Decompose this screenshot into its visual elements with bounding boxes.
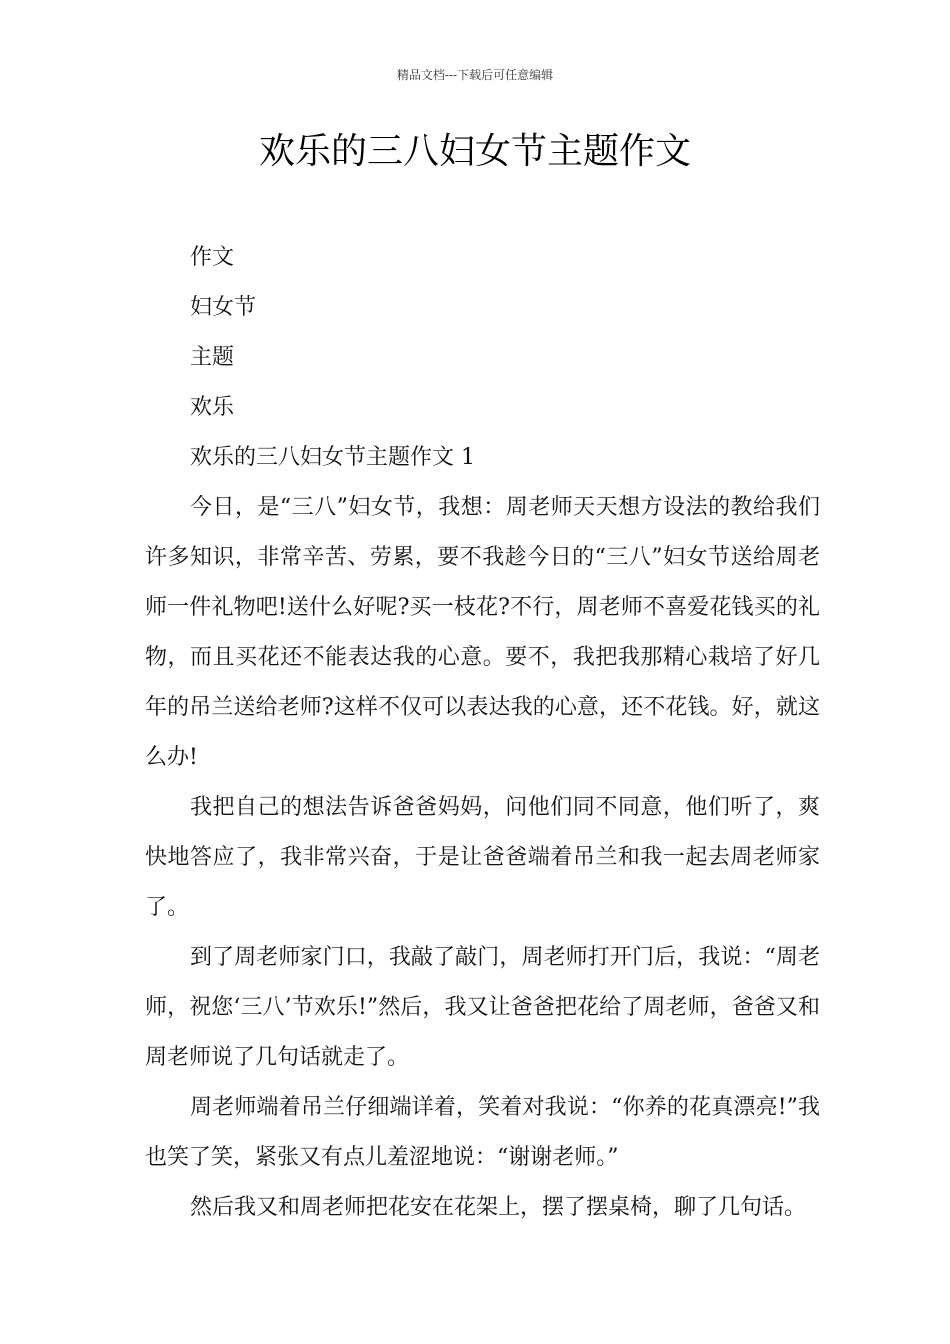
- section-subtitle: 欢乐的三八妇女节主题作文 1: [190, 445, 475, 470]
- keyword-3: 主题: [190, 345, 235, 370]
- paragraph-5: 然后我又和周老师把花安在花架上，摆了摆桌椅，聊了几句话。: [190, 1195, 807, 1220]
- header-note: 精品文档---下载后可任意编辑: [396, 68, 554, 82]
- keyword-4: 欢乐: [190, 395, 235, 420]
- paragraph-3: 到了周老师家门口，我敲了敲门，周老师打开门后，我说：“周老师，祝您‘三八’节欢乐!”然后，我又让爸爸把花给了周老师，爸爸又和周老师说了几句话就走了。: [145, 945, 820, 1070]
- document-body: [145, 233, 820, 1233]
- keyword-2: 妇女节: [190, 295, 257, 320]
- document-title: 欢乐的三八妇女节主题作文: [258, 131, 691, 172]
- paragraph-4: 周老师端着吊兰仔细端详着，笑着对我说：“你养的花真漂亮!”我也笑了笑，紧张又有点儿羞涩地说：“谢谢老师。”: [145, 1095, 820, 1170]
- paragraph-2: 我把自己的想法告诉爸爸妈妈，问他们同不同意，他们听了，爽快地答应了，我非常兴奋，于是让爸爸端着吊兰和我一起去周老师家了。: [145, 795, 820, 920]
- paragraph-1: 今日，是“三八”妇女节，我想：周老师天天想方设法的教给我们许多知识，非常辛苦、劳累，要不我趁今日的“三八”妇女节送给周老师一件礼物吧!送什么好呢?买一枝花?不行，周老师不喜爱花钱买的礼物，而且买花还不能表达我的心意。要不，我把我那精心栽培了好几年的吊兰送给老师?这样不仅可以表达我的心意，还不花钱。好，就这么办!: [145, 495, 820, 770]
- keyword-1: 作文: [190, 245, 235, 270]
